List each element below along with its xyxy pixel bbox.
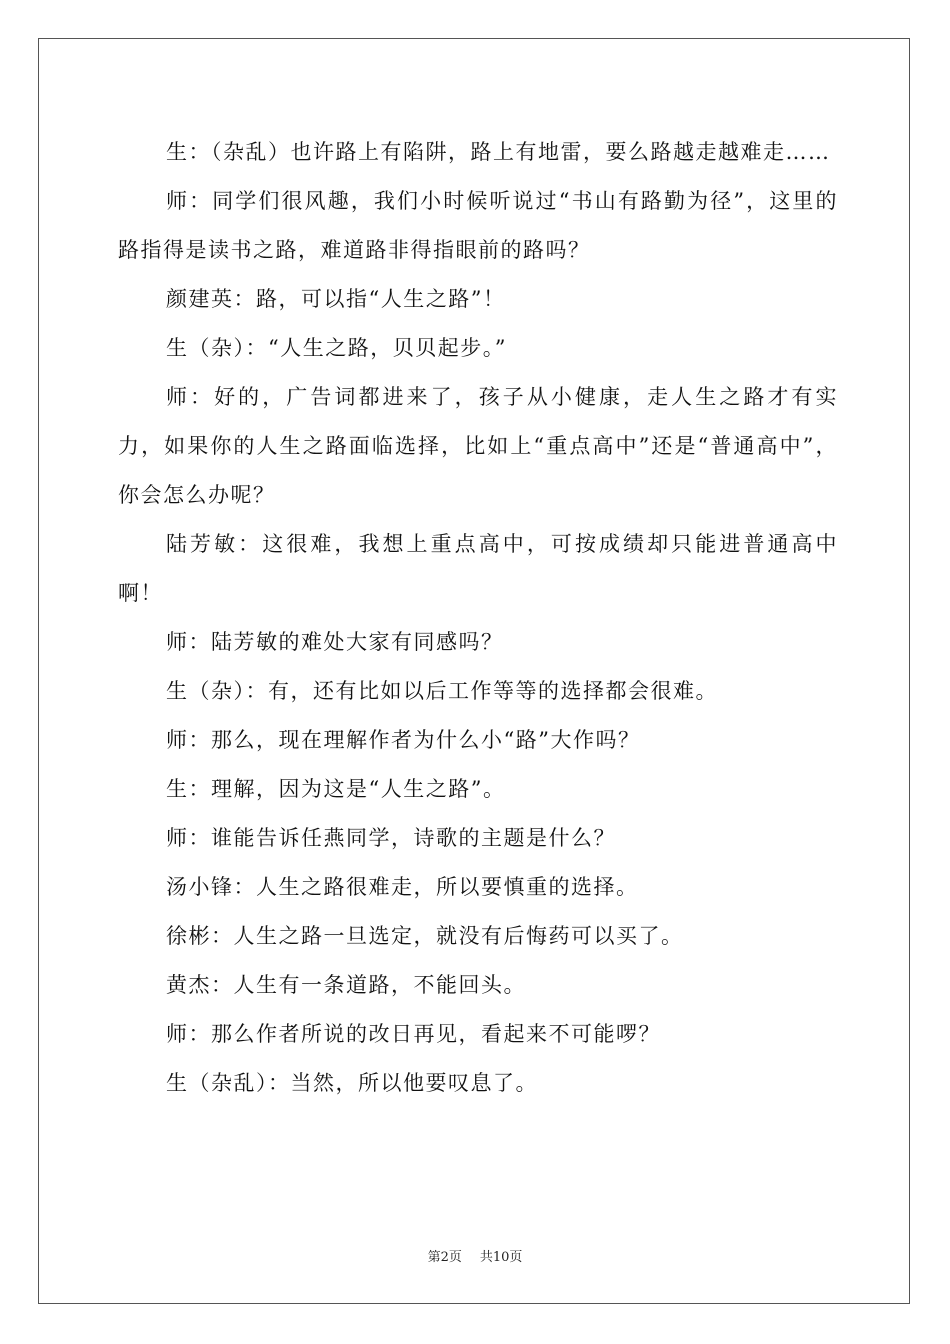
paragraph: 徐彬：人生之路一旦选定，就没有后悔药可以买了。	[166, 924, 684, 948]
document-body	[118, 128, 838, 1108]
paragraph: 师：那么，现在理解作者为什么小“路”大作吗？	[166, 728, 641, 752]
page-total: 共10页	[479, 1250, 523, 1265]
page-number: 第2页	[427, 1250, 462, 1265]
paragraph: 师：陆芳敏的难处大家有同感吗？	[166, 630, 504, 654]
paragraph: 师：同学们很风趣，我们小时候听说过“书山有路勤为径”，这里的路指得是读书之路，难道路非得指眼前的路吗？	[118, 189, 838, 262]
paragraph: 颜建英：路，可以指“人生之路”！	[166, 287, 506, 311]
paragraph: 生（杂乱）：当然，所以他要叹息了。	[166, 1071, 538, 1095]
page-footer	[0, 1246, 950, 1265]
paragraph: 生（杂）：有，还有比如以后工作等等的选择都会很难。	[166, 679, 718, 703]
paragraph: 黄杰：人生有一条道路，不能回头。	[166, 973, 526, 997]
paragraph: 生（杂）：“人生之路，贝贝起步。”	[166, 336, 507, 360]
paragraph: 陆芳敏：这很难，我想上重点高中，可按成绩却只能进普通高中啊！	[118, 532, 838, 605]
paragraph: 生：（杂乱）也许路上有陷阱，路上有地雷，要么路越走越难走……	[166, 140, 831, 164]
paragraph: 生：理解，因为这是“人生之路”。	[166, 777, 506, 801]
paragraph: 师：好的，广告词都进来了，孩子从小健康，走人生之路才有实力，如果你的人生之路面临选择，比如上“重点高中”还是“普通高中”，你会怎么办呢？	[118, 385, 838, 507]
paragraph: 师：那么作者所说的改日再见，看起来不可能啰？	[166, 1022, 661, 1046]
paragraph: 师：谁能告诉任燕同学，诗歌的主题是什么？	[166, 826, 616, 850]
paragraph: 汤小锋：人生之路很难走，所以要慎重的选择。	[166, 875, 639, 899]
